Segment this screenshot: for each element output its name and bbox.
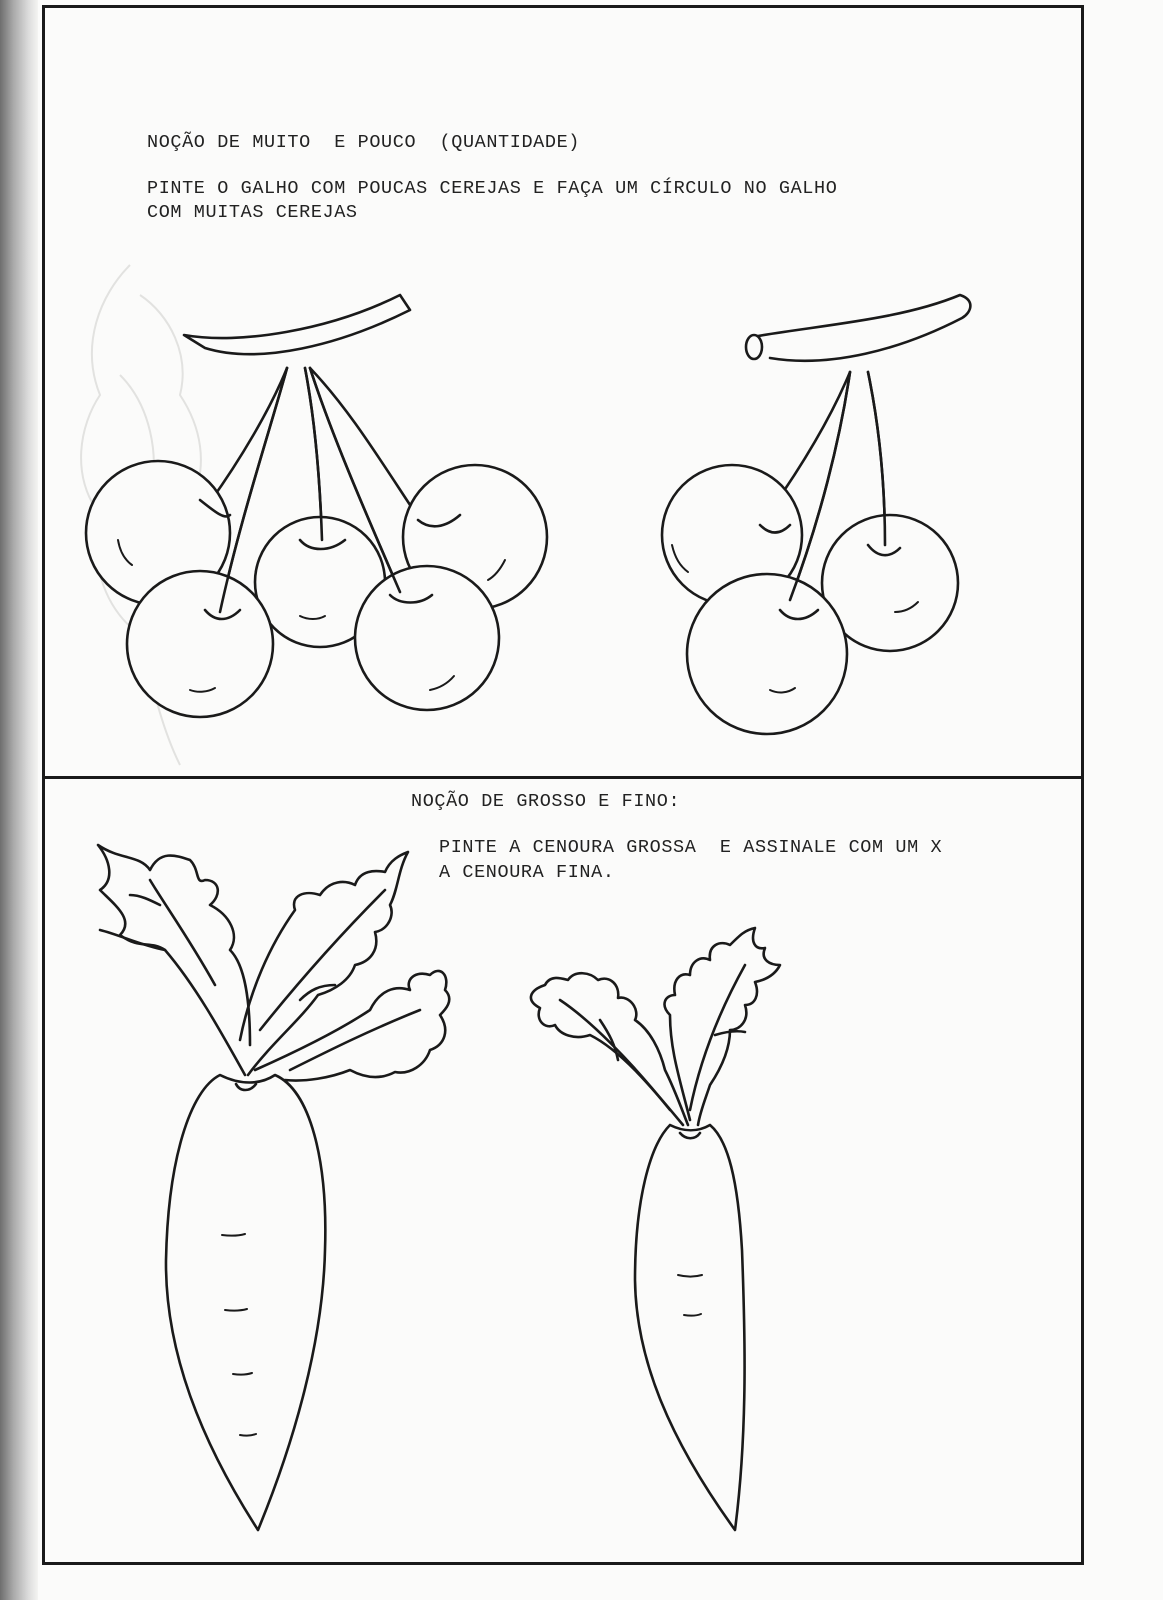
section-quantity-instruction-line1: PINTE O GALHO COM POUCAS CEREJAS E FAÇA UM CÍRCULO NO GALHO xyxy=(147,178,838,199)
cherry-branch-icon xyxy=(662,295,970,734)
carrot-icon xyxy=(531,928,780,1530)
section-quantity-instruction-line2: COM MUITAS CEREJAS xyxy=(147,202,358,223)
section-thickness-instruction-line1: PINTE A CENOURA GROSSA E ASSINALE COM UM X xyxy=(439,837,943,858)
section-quantity-title: NOÇÃO DE MUITO E POUCO (QUANTIDADE) xyxy=(147,132,580,153)
carrot-thin[interactable] xyxy=(531,928,780,1530)
cherry-branch-icon xyxy=(86,295,547,717)
carrot-icon xyxy=(98,845,449,1530)
carrot-thick[interactable] xyxy=(98,845,449,1530)
cherry-branch-few[interactable] xyxy=(662,295,970,734)
section-thickness-instruction-line2: A CENOURA FINA. xyxy=(439,862,615,883)
section-thickness-title: NOÇÃO DE GROSSO E FINO: xyxy=(411,791,681,812)
cherry-branch-many[interactable] xyxy=(86,295,547,717)
